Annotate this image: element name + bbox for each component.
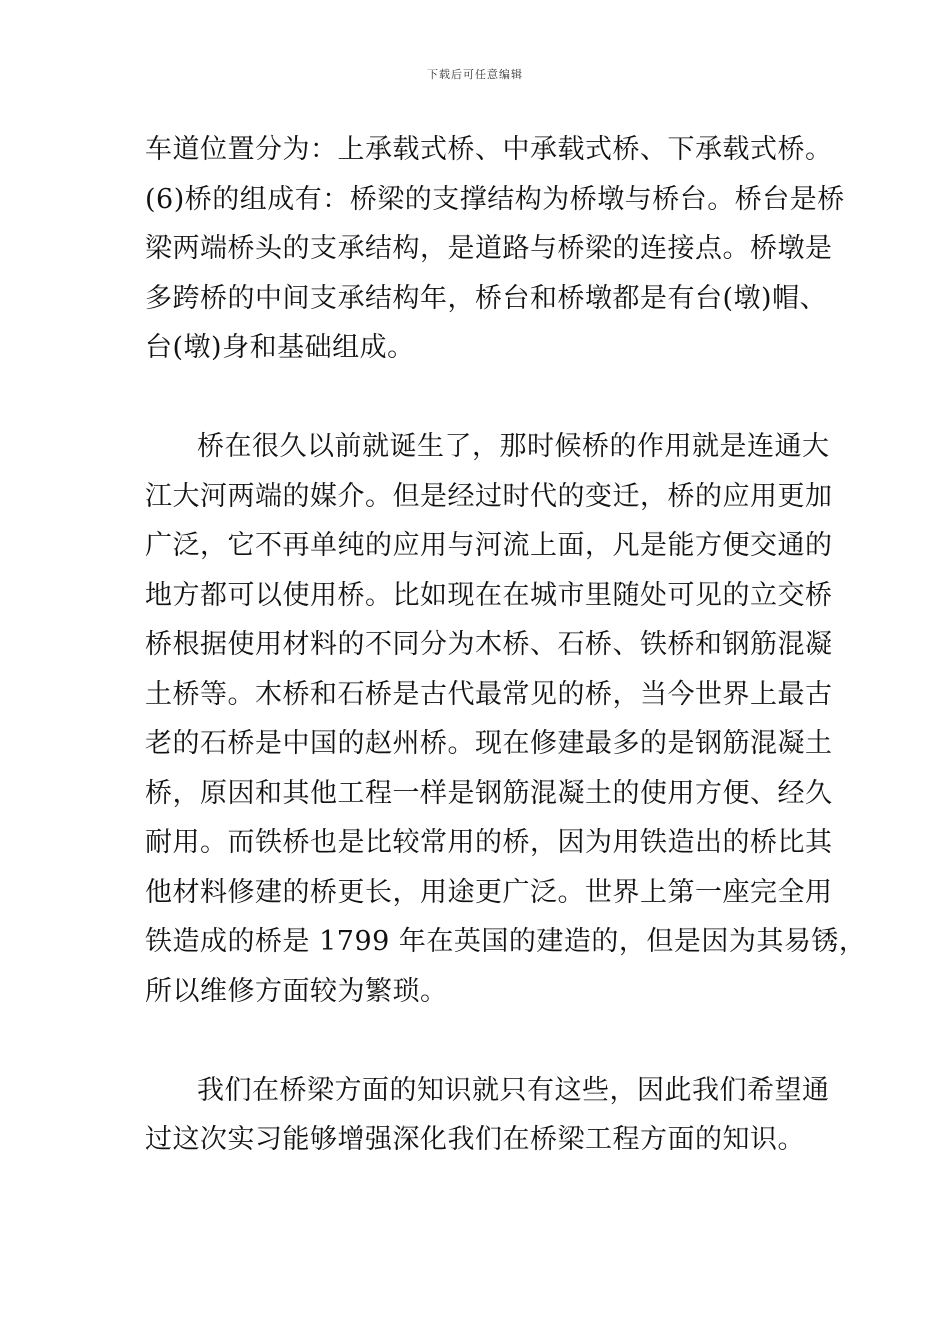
text-line: 台(墩)身和基础组成。 bbox=[145, 332, 415, 363]
text-line: 铁造成的桥是 1799 年在英国的建造的，但是因为其易锈， bbox=[145, 926, 867, 957]
paragraph-spacer bbox=[145, 1021, 810, 1071]
text-line: 地方都可以使用桥。比如现在在城市里随处可见的立交桥 bbox=[145, 579, 833, 611]
text-line: 过这次实习能够增强深化我们在桥梁工程方面的知识。 bbox=[145, 1124, 805, 1155]
text-line: 我们在桥梁方面的知识就只有这些，因此我们希望通 bbox=[197, 1074, 830, 1106]
page-header: 下载后可任意编辑 bbox=[427, 68, 523, 81]
text-line: 梁两端桥头的支承结构，是道路与桥梁的连接点。桥墩是 bbox=[145, 233, 833, 264]
text-line: 他材料修建的桥更长，用途更广泛。世界上第一座完全用 bbox=[145, 876, 833, 908]
text-line: 土桥等。木桥和石桥是古代最常见的桥，当今世界上最古 bbox=[145, 678, 833, 710]
text-line: 耐用。而铁桥也是比较常用的桥，因为用铁造出的桥比其 bbox=[145, 827, 833, 858]
text-line: 所以维修方面较为繁琐。 bbox=[145, 975, 448, 1007]
text-line: 老的石桥是中国的赵州桥。现在修建最多的是钢筋混凝土 bbox=[145, 728, 833, 759]
paragraph-spacer bbox=[145, 378, 810, 428]
text-line: 桥根据使用材料的不同分为木桥、石桥、铁桥和钢筋混凝 bbox=[145, 629, 833, 660]
text-line: 江大河两端的媒介。但是经过时代的变迁，桥的应用更加 bbox=[145, 480, 833, 512]
text-line: 桥在很久以前就诞生了，那时候桥的作用就是连通大 bbox=[197, 431, 830, 462]
text-line: 车道位置分为：上承载式桥、中承载式桥、下承载式桥。 bbox=[145, 134, 833, 165]
text-line: (6)桥的组成有：桥梁的支撑结构为桥墩与桥台。桥台是桥 bbox=[145, 183, 845, 215]
paragraph-bridge-history bbox=[145, 427, 867, 1021]
paragraph-conclusion bbox=[145, 1071, 830, 1170]
paragraph-bridge-structure bbox=[145, 130, 845, 378]
text-line: 桥，原因和其他工程一样是钢筋混凝土的使用方便、经久 bbox=[145, 777, 833, 809]
text-line: 广泛，它不再单纯的应用与河流上面，凡是能方便交通的 bbox=[145, 530, 833, 561]
text-line: 多跨桥的中间支承结构年，桥台和桥墩都是有台(墩)帽、 bbox=[145, 282, 828, 314]
document-body bbox=[145, 130, 867, 1170]
